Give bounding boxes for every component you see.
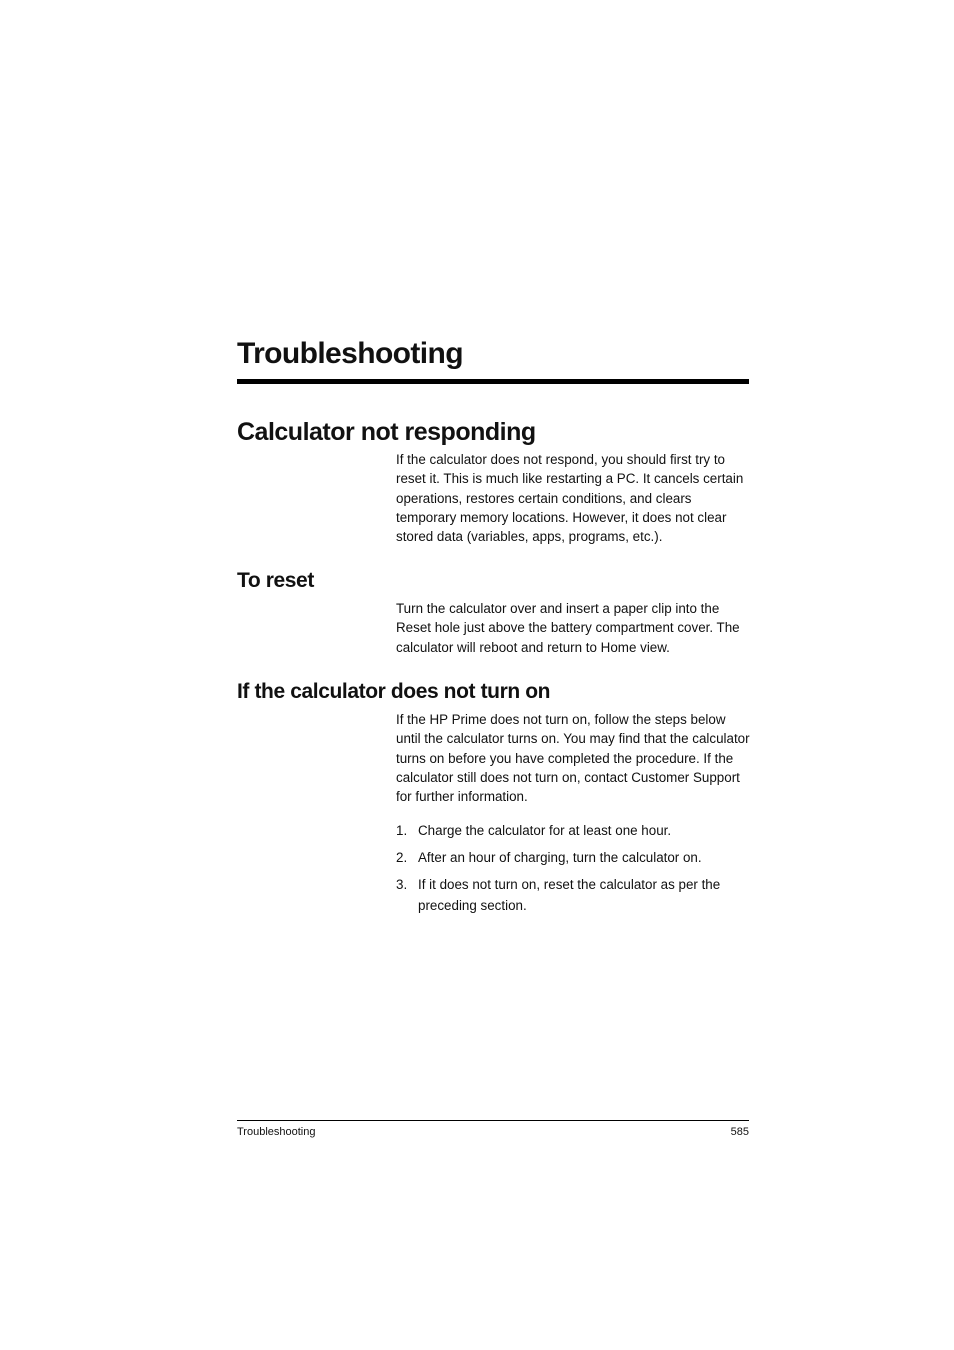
step-item xyxy=(396,821,752,842)
chapter-title-rule xyxy=(237,379,749,384)
section-heading-does-not-turn-on: If the calculator does not turn on xyxy=(237,680,551,703)
section-heading-calculator-not-responding: Calculator not responding xyxy=(237,418,536,446)
steps-list xyxy=(396,821,752,923)
footer-rule xyxy=(237,1120,749,1121)
step-text: If it does not turn on, reset the calculator as per the preceding section. xyxy=(418,877,721,913)
chapter-title: Troubleshooting xyxy=(237,337,463,370)
step-number: 2. xyxy=(396,850,408,865)
section-heading-to-reset: To reset xyxy=(237,569,314,592)
footer-section-name: Troubleshooting xyxy=(237,1126,316,1138)
step-text: Charge the calculator for at least one hour. xyxy=(418,823,672,838)
step-number: 1. xyxy=(396,823,408,838)
step-item xyxy=(396,875,752,916)
footer-page-number: 585 xyxy=(730,1126,749,1138)
section-body-does-not-turn-on: If the HP Prime does not turn on, follow the steps below until the calculator turns on. You may find that the calculator turns on before you have completed the procedure. If the calculator still does not turn on, contact Customer Support for further information. xyxy=(396,712,750,805)
step-number: 3. xyxy=(396,877,408,892)
section-body-calculator-not-responding: If the calculator does not respond, you should first try to reset it. This is much like restarting a PC. It cancels certain operations, restores certain conditions, and clears temporary memory locations. However, it does not clear stored data (variables, apps, programs, etc.). xyxy=(396,452,744,545)
step-text: After an hour of charging, turn the calculator on. xyxy=(418,850,702,865)
step-item xyxy=(396,848,752,869)
section-body-to-reset: Turn the calculator over and insert a paper clip into the Reset hole just above the battery compartment cover. The calculator will reboot and return to Home view. xyxy=(396,601,740,655)
